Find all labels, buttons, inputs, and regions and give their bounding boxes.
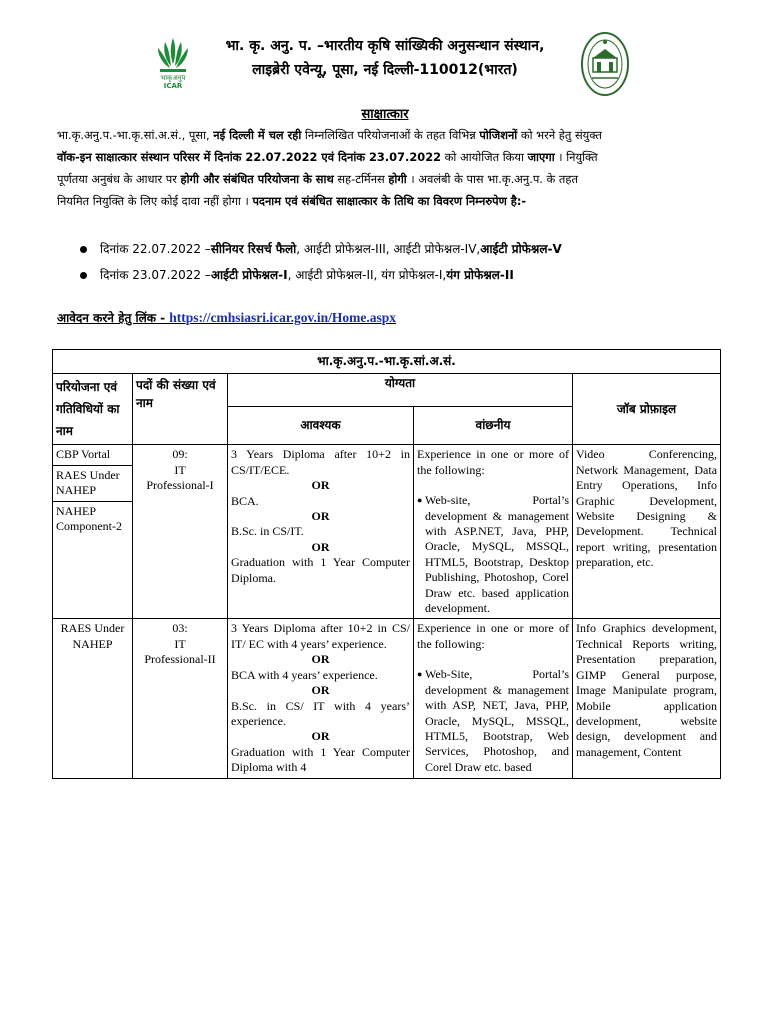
desirable-cell: Experience in one or more of the following: ● Web-site, Portal’s development & management with ASP.NET, Java, PHP, Oracle, MySQL, MSSQL, HTML5, Bootstrap, Desktop Publishing, Photoshop, Corel Draw etc. based application development. [414,445,573,619]
table-row [53,619,721,778]
desirable-cell: Experience in one or more of the following: ● Web-Site, Portal’s development & management with ASP, NET, Java, PHP, Oracle, MySQL, MSSQL, HTML5, Bootstrap, Web Services, Photoshop, and Corel Draw etc. based [414,619,573,778]
header-desirable: वांछनीय [414,406,573,445]
bullet-icon [80,272,87,279]
svg-text:भाकृअनुप: भाकृअनुप [160,74,186,82]
apply-link-line: आवेदन करने हेतु लिंक - https://cmhsiasri.icar.gov.in/Home.aspx [57,310,397,325]
interview-dates-list [80,238,720,287]
essential-cell: 3 Years Diploma after 10+2 in CS/ IT/ EC with 4 years’ experience. OR BCA with 4 years’ experience. OR B.Sc. in CS/ IT with 4 years’ experience. OR Graduation with 1 Year Computer Diploma with 4 [228,619,414,778]
header-project: परियोजना एवं गतिविधियों का नाम [53,374,133,445]
header-qualification: योग्यता [228,374,573,406]
institute-header [150,34,620,82]
project-cell: CBP Vortal RAES Under NAHEP NAHEP Component-2 [53,445,133,619]
bullet-icon [80,246,87,253]
list-item: दिनांक 23.07.2022 – आईटी प्रोफेश्नल-I , आईटी प्रोफेश्नल-II, यंग प्रोफेश्नल-I, यंग प्रोफेश्नल-II [80,264,720,287]
essential-cell: 3 Years Diploma after 10+2 in CS/IT/ECE. OR BCA. OR B.Sc. in CS/IT. OR Graduation with 1 Year Computer Diploma. [228,445,414,619]
intro-paragraph: भा.कृ.अनु.प.-भा.कृ.सां.अ.सं., पूसा, नई दिल्ली में चल रही निम्नलिखित परियोजनाओं के तहत विभिन्न पोजिशनों को भरने हेतु संयुक्त वॉक-इन साक्षात्कार संस्थान परिसर में दिनांक 22.07.2022 एवं दिनांक 23.07.2022 को आयोजित किया जाएगा । नियुक्ति पूर्णतया अनुबंध के आधार पर होगी और संबंधित परियोजना के साथ सह-टर्मिनस होगी । अवलंबी के पास भा.कृ.अनु.प. के तहत नियमित नियुक्ति के लिए कोई दावा नहीं होगा । पदनाम एवं संबंधित साक्षात्कार के तिथि का विवरण निम्नरुपेण है:- [57,128,602,208]
table-org-header: भा.कृ.अनु.प.-भा.कृ.सां.अ.सं. [53,350,721,374]
positions-table [52,349,721,779]
header-essential: आवश्यक [228,406,414,445]
page-title: साक्षात्कार [361,107,409,122]
table-row [53,445,721,619]
job-cell: Info Graphics development, Technical Reports writing, Presentation preparation, GIMP General purpose, Image Manipulate program, Mobile application development, website design, development and management, Content [573,619,721,778]
list-item: दिनांक 22.07.2022 – सीनियर रिसर्च फैलो , आईटी प्रोफेश्नल-III, आईटी प्रोफेश्नल-IV, आईटी प्रोफेश्नल-V [80,238,720,261]
institute-name: भा. कृ. अनु. प. –भारतीय कृषि सांख्यिकी अनुसन्धान संस्थान, [225,38,545,54]
apply-link[interactable]: https://cmhsiasri.icar.gov.in/Home.aspx [169,310,397,325]
posts-cell: 03: IT Professional-II [133,619,228,778]
job-cell: Video Conferencing, Network Management, Data Entry Operations, Info Graphic Development, Website Designing & Development. Technical report writing, presentation preparation, etc. [573,445,721,619]
header-posts: पदों की संख्या एवं नाम [133,374,228,445]
project-cell: RAES Under NAHEP [53,619,133,778]
institute-address: लाइब्रेरी एवेन्यू, पूसा, नई दिल्ली-110012(भारत) [252,62,518,78]
svg-text:ICAR: ICAR [163,82,183,90]
posts-cell: 09: IT Professional-I [133,445,228,619]
header-job-profile: जॉब प्रोफ़ाइल [573,374,721,445]
